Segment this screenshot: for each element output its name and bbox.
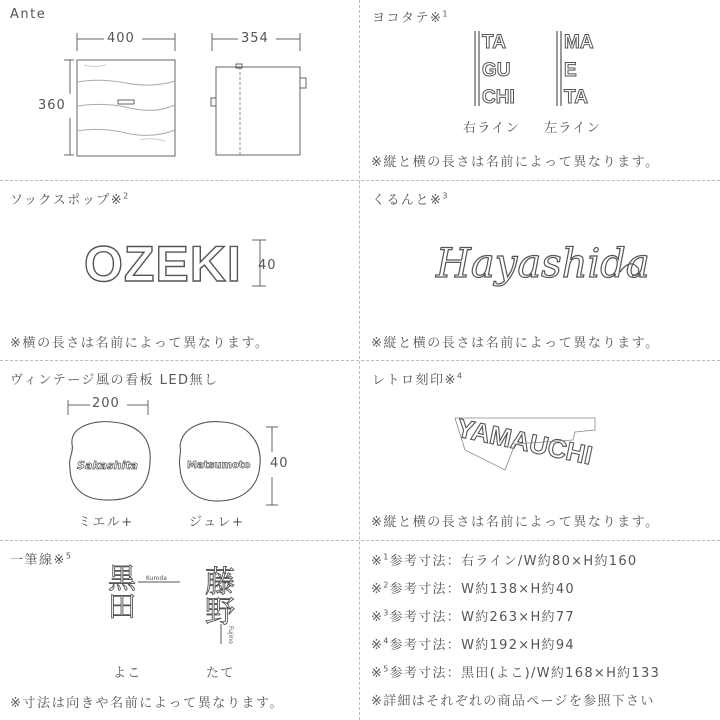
ante-mailbox-drawing xyxy=(0,0,360,180)
retro-sign-text: YAMAUCHI xyxy=(454,412,596,471)
hitofude-tate-kanji-2: 野 xyxy=(205,595,235,630)
hitofude-note: ※寸法は向きや名前によって異なります。 xyxy=(10,696,285,711)
ante-width-a: 400 xyxy=(107,31,135,46)
reference-line: ※$^5$参考寸法：黒田(よこ)/W約168×H約133 xyxy=(371,664,661,681)
sox-sign-drawing xyxy=(80,234,280,294)
hitofude-tate-label: たて xyxy=(206,666,235,681)
hitofude-sign-drawing xyxy=(0,540,360,660)
reference-line: ※$^3$参考寸法：W約263×H約77 xyxy=(371,608,575,625)
kurunto-sign-drawing xyxy=(430,232,650,307)
svg-text:CHI: CHI xyxy=(482,87,515,108)
sox-height: 40 xyxy=(258,258,277,273)
hitofude-yoko-kanji-1: 黒 xyxy=(108,562,137,595)
ante-height: 360 xyxy=(38,98,66,113)
hitofude-tate-kanji-1: 藤 xyxy=(205,565,235,600)
yokotate-note: ※縦と横の長さは名前によって異なります。 xyxy=(371,155,660,170)
vintage-left-sign-text: Sakashita xyxy=(77,459,138,472)
sox-note: ※横の長さは名前によって異なります。 xyxy=(10,336,270,351)
ante-width-b: 354 xyxy=(241,31,269,46)
hitofude-title: 一筆線※$^5$ xyxy=(10,551,73,568)
reference-line: ※$^1$参考寸法：右ライン/W約80×H約160 xyxy=(371,552,638,569)
reference-line: ※$^4$参考寸法：W約192×H約94 xyxy=(371,636,575,653)
ante-title: Ante xyxy=(10,7,47,22)
yokotate-sign-drawing xyxy=(470,28,620,110)
svg-text:E: E xyxy=(564,60,577,81)
kurunto-sign-text: Hayashida xyxy=(436,241,650,287)
vintage-left-label: ミエル+ xyxy=(78,515,134,530)
hitofude-tate-roman: Fujino xyxy=(227,626,234,644)
hitofude-yoko-roman: Kuroda xyxy=(146,575,167,582)
retro-title: レトロ刻印※$^4$ xyxy=(372,371,464,388)
vintage-height: 40 xyxy=(270,456,289,471)
kurunto-title: くるんと※$^3$ xyxy=(372,191,449,208)
svg-text:GU: GU xyxy=(482,60,511,81)
svg-text:TA: TA xyxy=(564,87,588,108)
grid-divider-1 xyxy=(0,180,720,181)
yokotate-title: ヨコタテ※$^1$ xyxy=(372,9,449,26)
retro-sign-drawing xyxy=(455,410,605,490)
vintage-title: ヴィンテージ風の看板 LED無し xyxy=(10,373,219,388)
hitofude-yoko-label: よこ xyxy=(113,666,142,681)
vintage-right-sign-text: Matsumoto xyxy=(187,460,251,471)
vintage-right-label: ジュレ+ xyxy=(189,515,245,530)
kurunto-note: ※縦と横の長さは名前によって異なります。 xyxy=(371,336,660,351)
yokotate-label-right: 右ライン xyxy=(463,121,521,136)
retro-note: ※縦と横の長さは名前によって異なります。 xyxy=(371,515,660,530)
sox-title: ソックスポップ※$^2$ xyxy=(10,191,130,208)
sox-sign-text: OZEKI xyxy=(84,236,242,292)
reference-line: ※詳細はそれぞれの商品ページを参照下さい xyxy=(371,694,655,709)
yokotate-right-letters-1: TA xyxy=(482,32,506,53)
hitofude-yoko-kanji-2: 田 xyxy=(108,590,137,623)
reference-line: ※$^2$参考寸法：W約138×H約40 xyxy=(371,580,575,597)
yokotate-label-left: 左ライン xyxy=(544,121,602,136)
vintage-sign-drawing xyxy=(0,360,360,540)
vintage-width: 200 xyxy=(92,396,120,411)
yokotate-left-letters: MA xyxy=(564,32,594,53)
